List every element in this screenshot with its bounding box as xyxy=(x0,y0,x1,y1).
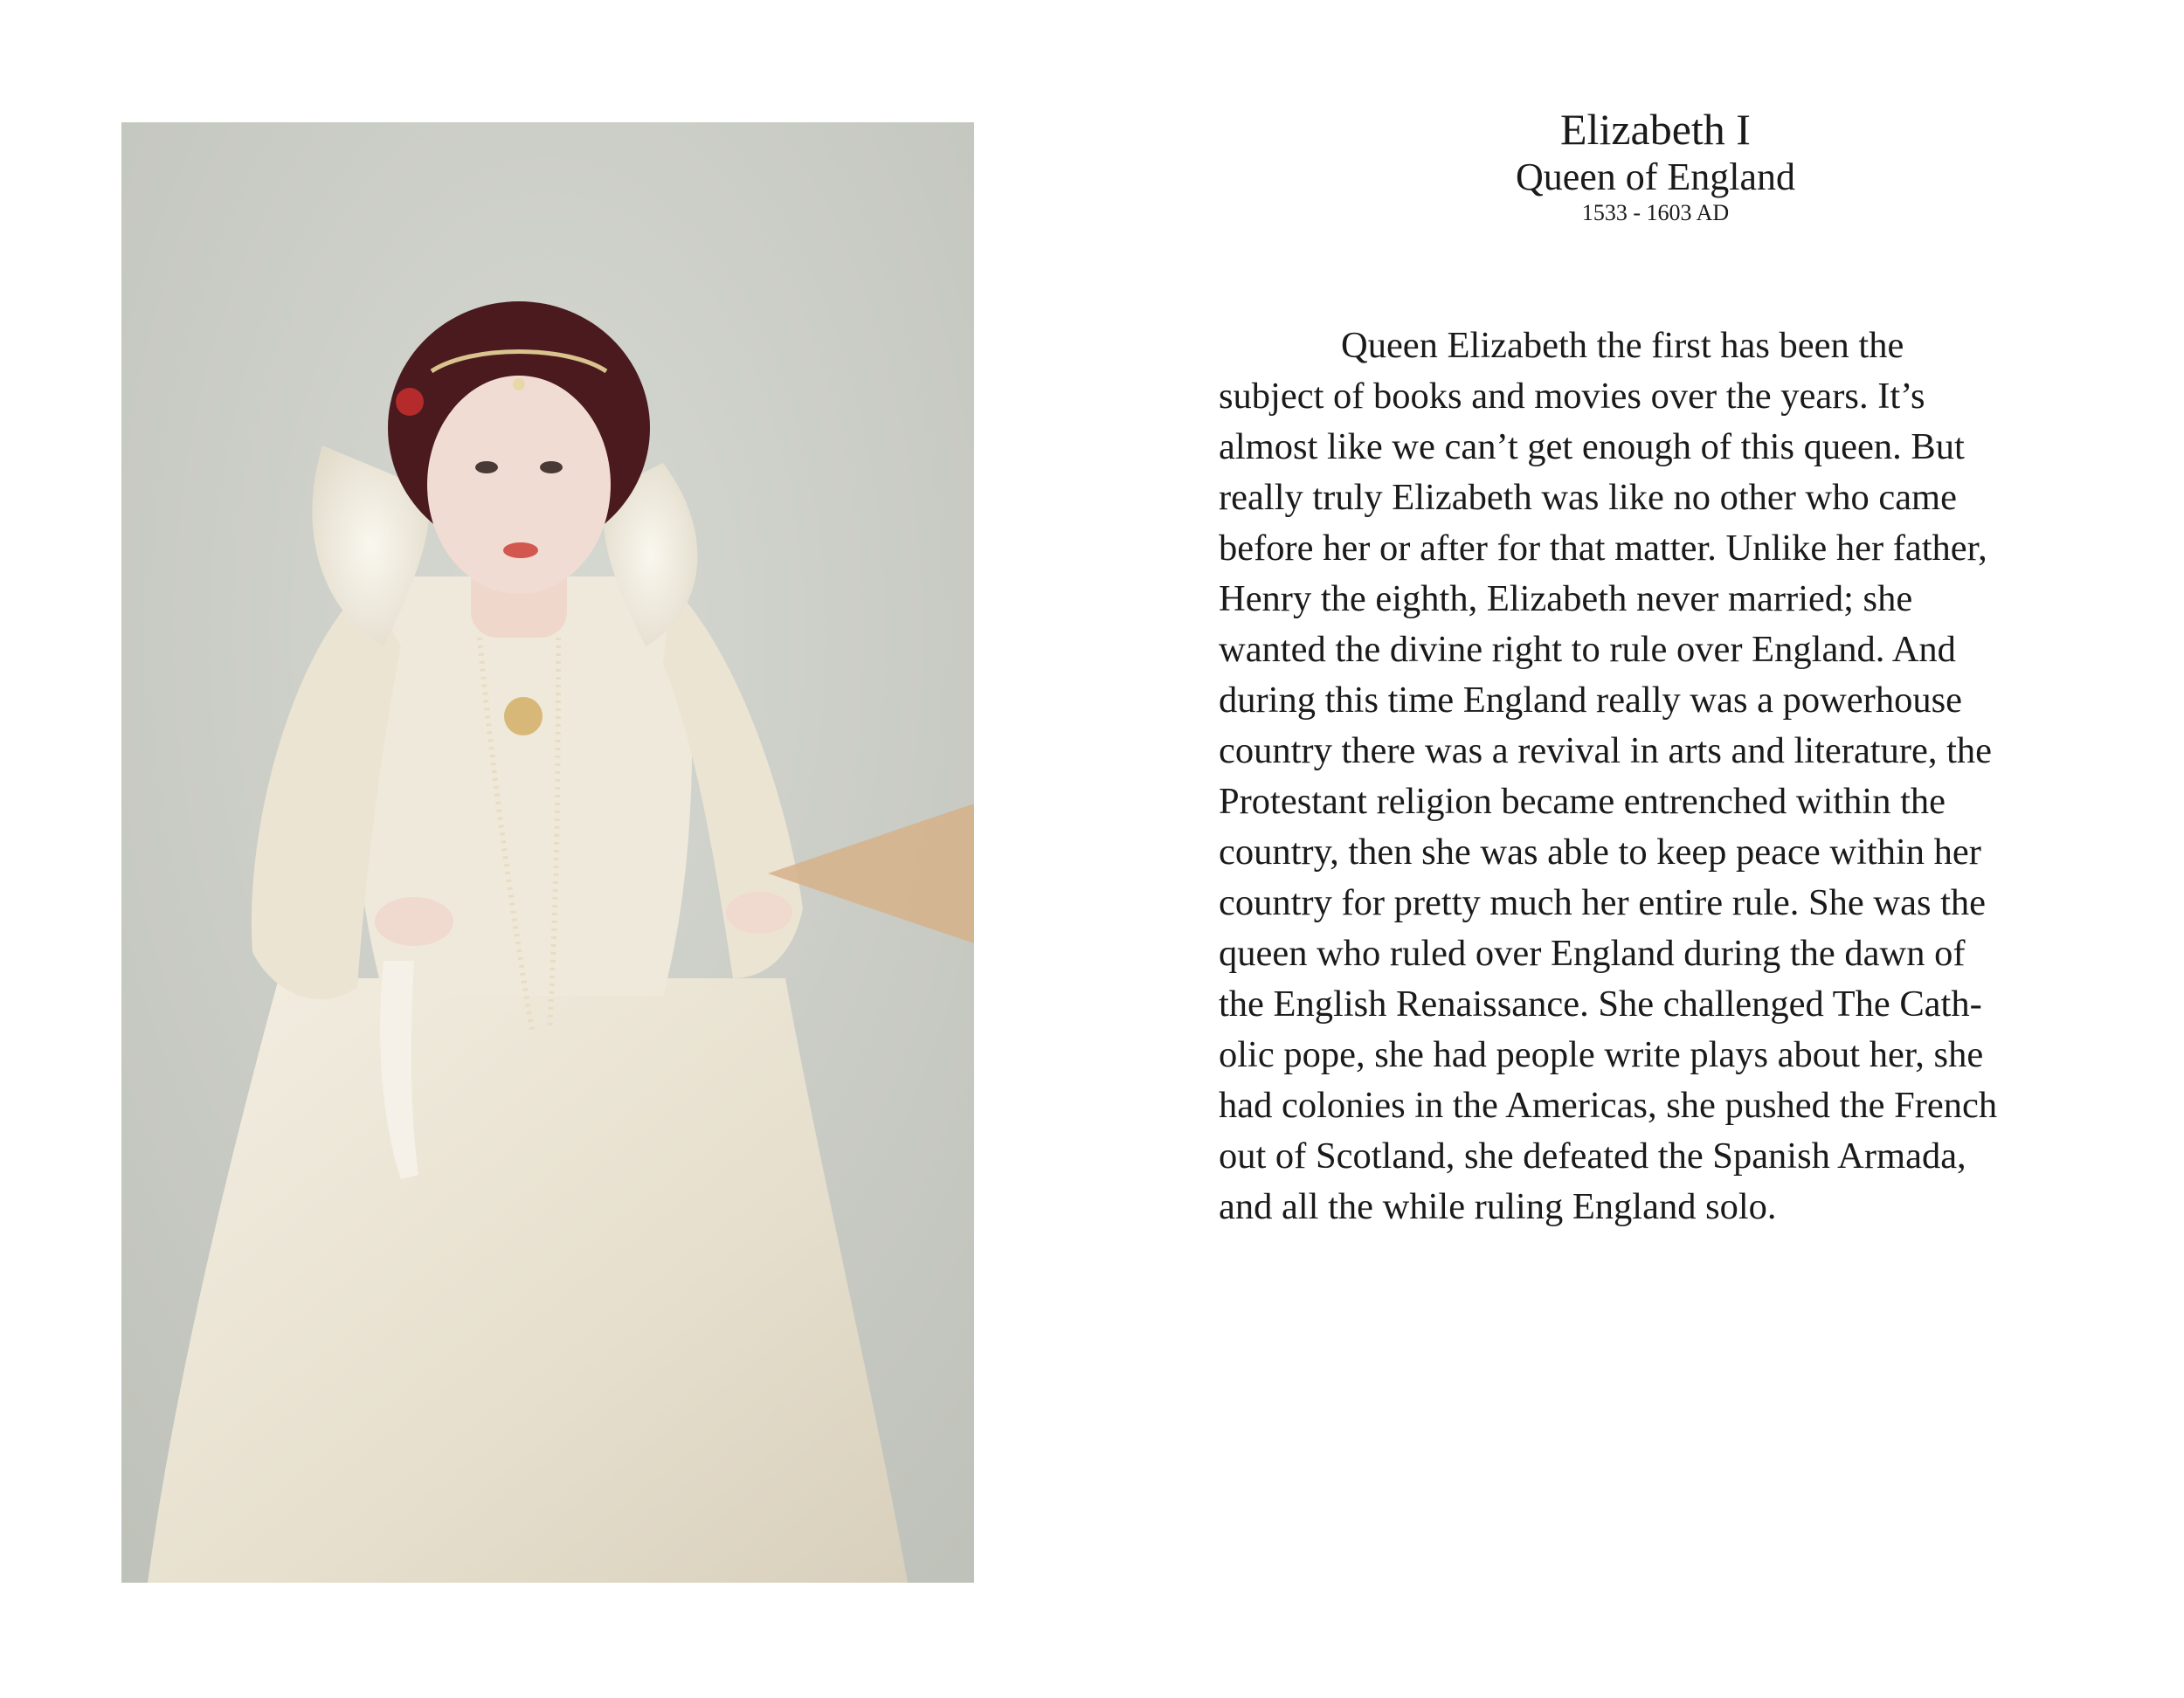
body-line: Protestant religion became entrenched within the xyxy=(1219,781,1946,823)
body-line: during this time England really was a powerhouse xyxy=(1219,680,1962,721)
body-line: country there was a revival in arts and literature, the xyxy=(1219,730,1993,772)
body-line: olic pope, she had people write plays about her, she xyxy=(1219,1034,1984,1076)
body-line: out of Scotland, she defeated the Spanish Armada, xyxy=(1219,1135,1966,1177)
body-line: really truly Elizabeth was like no other who came xyxy=(1219,477,1957,519)
text-page xyxy=(1219,105,2092,1232)
body-line: country, then she was able to keep peace within her xyxy=(1219,832,1981,873)
left-hand xyxy=(375,897,453,946)
face xyxy=(427,376,611,594)
right-hand xyxy=(726,892,792,934)
hair-flower xyxy=(396,388,424,416)
page-title: Elizabeth I xyxy=(1560,105,1751,154)
body-line: had colonies in the Americas, she pushed the French xyxy=(1219,1085,1998,1127)
body-line: wanted the divine right to rule over England. And xyxy=(1219,629,1956,671)
body-line: Queen Elizabeth the first has been the xyxy=(1341,325,1904,367)
life-dates: 1533 - 1603 AD xyxy=(1581,200,1730,226)
body-line: country for pretty much her entire rule. She was the xyxy=(1219,882,1987,924)
body-line: the English Renaissance. She challenged The Cath- xyxy=(1219,984,1982,1025)
gown-skirt xyxy=(148,978,908,1583)
body-line: queen who ruled over England during the dawn of xyxy=(1219,933,1966,975)
heading-block xyxy=(1219,105,2092,226)
portrait-illustration xyxy=(121,122,974,1583)
body-line: subject of books and movies over the years. It’s xyxy=(1219,376,1925,418)
right-eye xyxy=(540,461,563,473)
circlet-jewel xyxy=(513,378,525,390)
body-paragraph xyxy=(1219,321,2092,1232)
page-subtitle: Queen of England xyxy=(1515,155,1796,198)
pendant xyxy=(504,697,543,735)
portrait-photo xyxy=(121,122,974,1583)
body-line: before her or after for that matter. Unlike her father, xyxy=(1219,528,1987,569)
body-line: Henry the eighth, Elizabeth never married; she xyxy=(1219,578,1913,620)
lips xyxy=(503,542,538,558)
body-line: almost like we can’t get enough of this queen. But xyxy=(1219,426,1965,468)
body-line: and all the while ruling England solo. xyxy=(1219,1186,1777,1228)
left-eye xyxy=(475,461,498,473)
